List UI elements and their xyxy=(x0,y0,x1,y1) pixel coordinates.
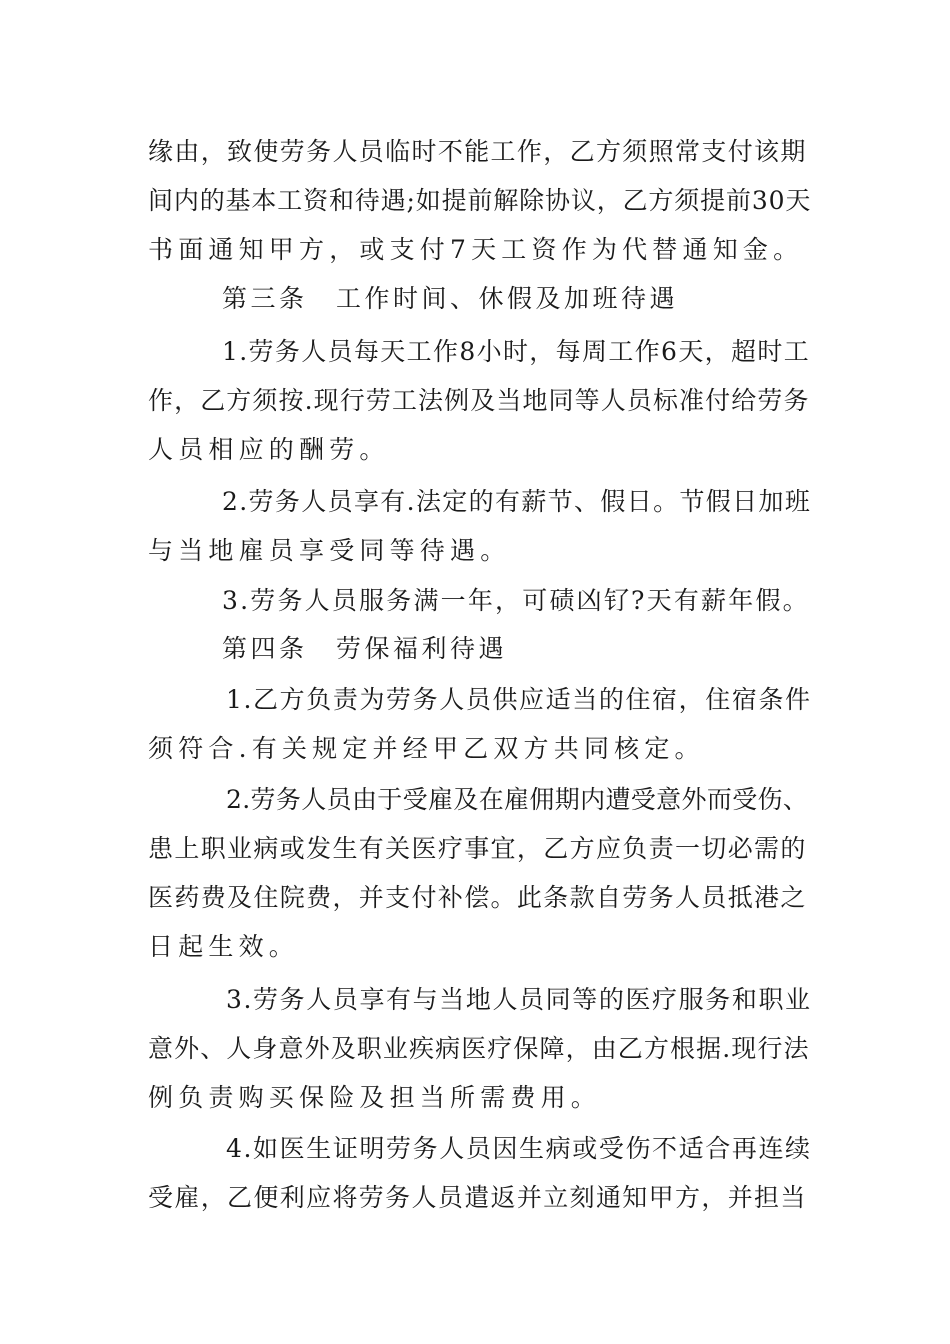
paragraph-line: 例负责购买保险及担当所需费用。 xyxy=(148,1083,602,1112)
paragraph-line: 日起生效。 xyxy=(148,932,300,961)
paragraph-line: 医药费及住院费，并支付补偿。此条款自劳务人员抵港之 xyxy=(148,883,807,912)
paragraph-line: 3.劳务人员享有与当地人员同等的医疗服务和职业 xyxy=(226,985,812,1014)
section-heading: 第三条 工作时间、休假及加班待遇 xyxy=(222,284,679,313)
paragraph-line: 书面通知甲方，或支付7天工资作为代替通知金。 xyxy=(148,235,804,264)
paragraph-line: 作，乙方须按.现行劳工法例及当地同等人员标准付给劳务 xyxy=(148,386,810,415)
paragraph-line: 缘由，致使劳务人员临时不能工作，乙方须照常支付该期 xyxy=(148,137,807,166)
paragraph-line: 须符合.有关规定并经甲乙双方共同核定。 xyxy=(148,734,705,763)
paragraph-line: 受雇，乙便利应将劳务人员遣返并立刻通知甲方，并担当 xyxy=(148,1183,807,1212)
paragraph-line: 2.劳务人员享有.法定的有薪节、假日。节假日加班 xyxy=(222,487,812,516)
paragraph-line: 4.如医生证明劳务人员因生病或受伤不适合再连续 xyxy=(226,1134,812,1163)
paragraph-line: 2.劳务人员由于受雇及在雇佣期内遭受意外而受伤、 xyxy=(226,785,809,814)
paragraph-line: 间内的基本工资和待遇;如提前解除协议，乙方须提前30天 xyxy=(148,186,812,215)
paragraph-line: 患上职业病或发生有关医疗事宜，乙方应负责一切必需的 xyxy=(148,834,807,863)
section-heading: 第四条 劳保福利待遇 xyxy=(222,634,508,663)
paragraph-line: 人员相应的酬劳。 xyxy=(148,435,390,464)
paragraph-line: 1.劳务人员每天工作8小时，每周工作6天，超时工 xyxy=(222,337,811,366)
paragraph-line: 1.乙方负责为劳务人员供应适当的住宿，住宿条件 xyxy=(226,685,812,714)
paragraph-line: 意外、人身意外及职业疾病医疗保障，由乙方根据.现行法 xyxy=(148,1034,810,1063)
paragraph-line: 3.劳务人员服务满一年，可碛凶钌?天有薪年假。 xyxy=(222,586,810,615)
paragraph-line: 与当地雇员享受同等待遇。 xyxy=(148,536,511,565)
